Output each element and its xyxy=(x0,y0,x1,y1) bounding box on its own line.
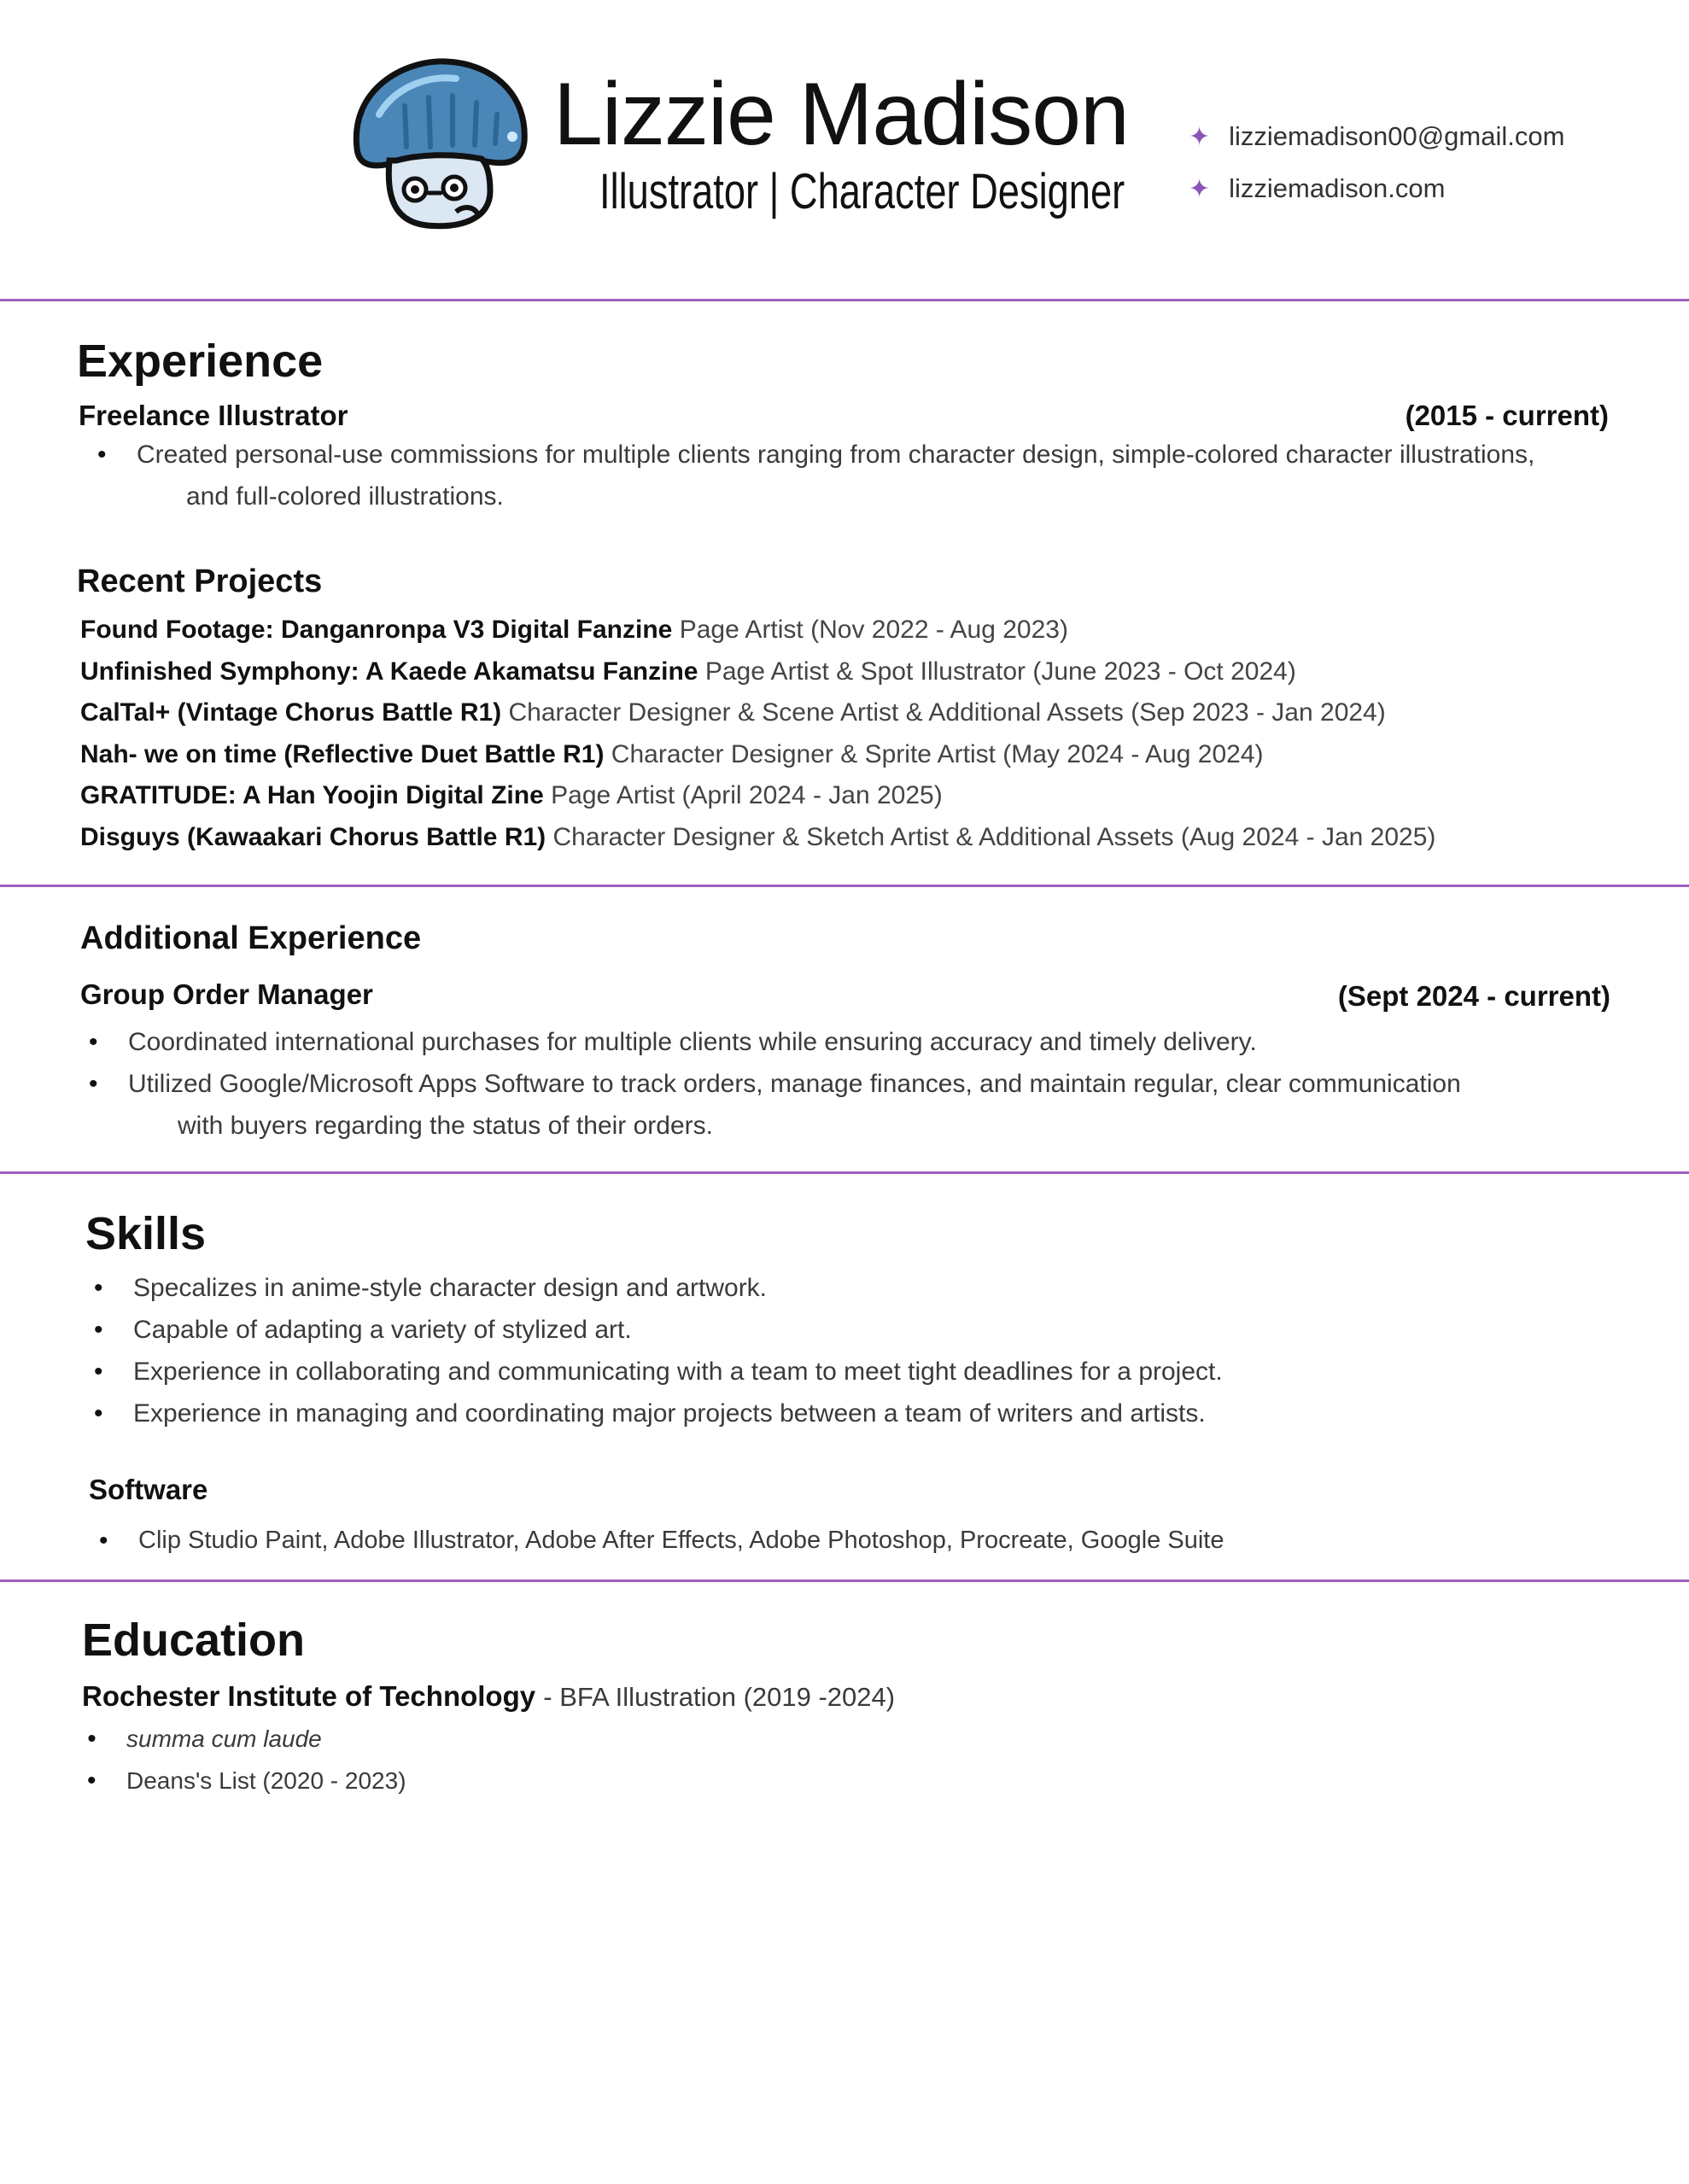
contact-website-row xyxy=(1189,173,1445,204)
experience-heading: Experience xyxy=(77,336,324,387)
education-entry xyxy=(82,1680,895,1713)
list-item: • Experience in collaborating and communicating with a team to meet tight deadlines for a project. xyxy=(82,1351,1223,1393)
applicant-title: Illustrator | Character Designer xyxy=(599,164,1125,219)
section-divider xyxy=(0,299,1689,301)
list-item: • Capable of adapting a variety of stylized art. xyxy=(82,1309,1223,1351)
additional-experience-bullets xyxy=(77,1021,1461,1147)
project-item: Found Footage: Danganronpa V3 Digital Fanzine Page Artist (Nov 2022 - Aug 2023) xyxy=(80,616,1068,644)
list-item: • summa cum laude xyxy=(75,1718,406,1760)
software-bullets xyxy=(87,1520,1224,1562)
section-divider xyxy=(0,885,1689,887)
list-item: • Experience in managing and coordinating major projects between a team of writers and artists. xyxy=(82,1393,1223,1434)
additional-job-dates: (Sept 2024 - current) xyxy=(1337,980,1610,1012)
email-link[interactable]: lizziemadison00@gmail.com xyxy=(1229,121,1565,151)
mushroom-mascot-logo xyxy=(345,55,535,234)
list-item: • Created personal-use commissions for multiple clients ranging from character design, simple-colored character illustrations, and full-colored illustrations. xyxy=(85,434,1534,517)
experience-job-title: Freelance Illustrator xyxy=(79,400,348,431)
section-divider xyxy=(0,1171,1689,1174)
experience-bullets xyxy=(85,434,1534,517)
project-item: Disguys (Kawaakari Chorus Battle R1) Character Designer & Sketch Artist & Additional Assets (Aug 2024 - Jan 2025) xyxy=(80,822,1436,851)
sparkle-icon: ✦ xyxy=(1189,122,1211,151)
experience-job-dates: (2015 - current) xyxy=(1405,400,1609,431)
degree-info: - BFA Illustration (2019 -2024) xyxy=(543,1682,896,1712)
contact-email-row xyxy=(1189,121,1564,152)
education-heading: Education xyxy=(82,1615,306,1666)
project-item: Unfinished Symphony: A Kaede Akamatsu Fanzine Page Artist & Spot Illustrator (June 2023 - Oct 2024) xyxy=(80,657,1296,686)
project-item: GRATITUDE: A Han Yoojin Digital Zine Page Artist (April 2024 - Jan 2025) xyxy=(80,781,943,809)
additional-experience-heading: Additional Experience xyxy=(80,920,422,956)
skills-heading: Skills xyxy=(85,1208,207,1259)
recent-projects-list xyxy=(80,610,1435,858)
recent-projects-heading: Recent Projects xyxy=(77,564,323,599)
skills-bullets xyxy=(82,1267,1223,1434)
list-item: • Clip Studio Paint, Adobe Illustrator, Adobe After Effects, Adobe Photoshop, Procreate, Google Suite xyxy=(87,1520,1224,1562)
website-link[interactable]: lizziemadison.com xyxy=(1229,173,1446,203)
applicant-name: Lizzie Madison xyxy=(553,65,1129,164)
sparkle-icon: ✦ xyxy=(1189,174,1211,203)
list-item: • Deans's List (2020 - 2023) xyxy=(75,1760,406,1802)
project-item: Nah- we on time (Reflective Duet Battle R1) Character Designer & Sprite Artist (May 2024 - Aug 2024) xyxy=(80,739,1264,768)
additional-job-title: Group Order Manager xyxy=(80,978,373,1010)
list-item: • Utilized Google/Microsoft Apps Software to track orders, manage finances, and maintain regular, clear communication with buyers regarding the status of their orders. xyxy=(77,1063,1461,1147)
school-name: Rochester Institute of Technology xyxy=(82,1680,536,1712)
section-divider xyxy=(0,1580,1689,1582)
software-heading: Software xyxy=(89,1474,208,1505)
project-item: CalTal+ (Vintage Chorus Battle R1) Character Designer & Scene Artist & Additional Assets (Sep 2023 - Jan 2024) xyxy=(80,698,1386,727)
education-bullets xyxy=(75,1718,406,1802)
list-item: • Coordinated international purchases for multiple clients while ensuring accuracy and timely delivery. xyxy=(77,1021,1461,1063)
list-item: • Specalizes in anime-style character design and artwork. xyxy=(82,1267,1223,1309)
